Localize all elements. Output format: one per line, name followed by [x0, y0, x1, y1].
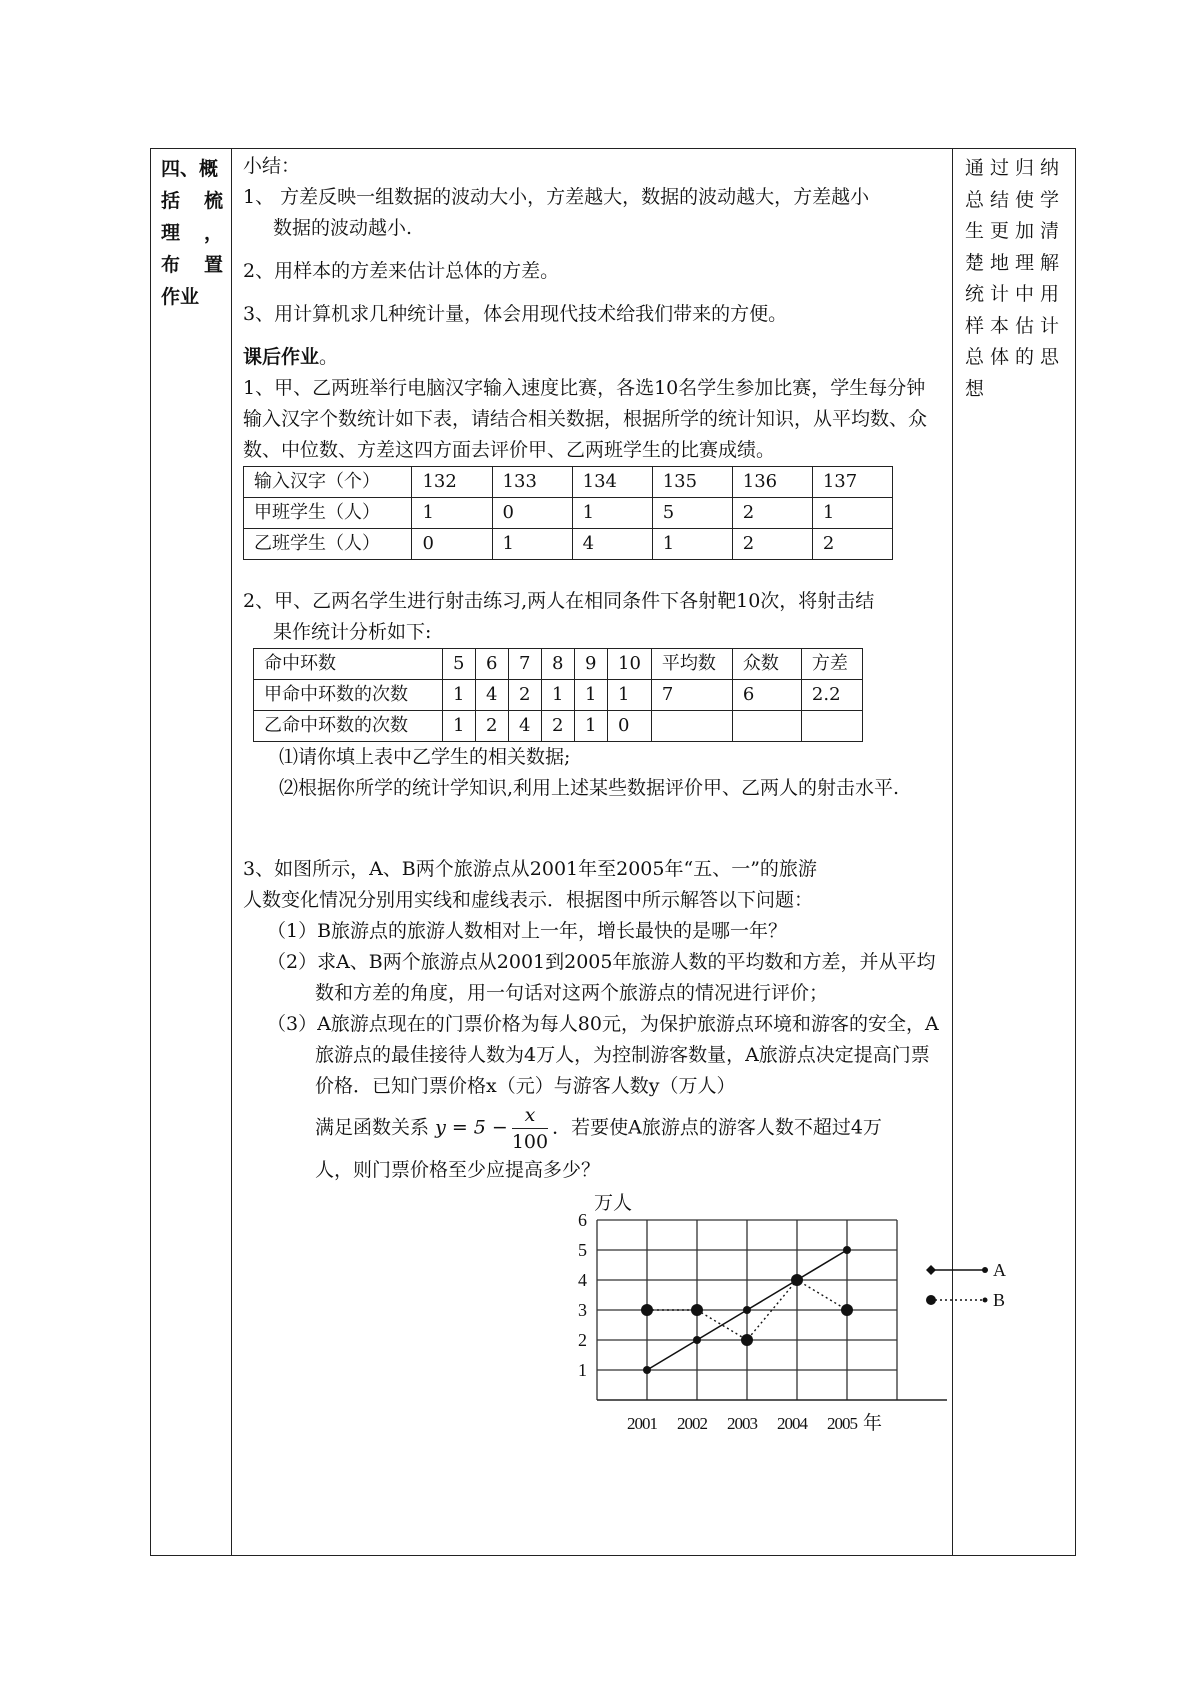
- table-cell: 7: [509, 649, 542, 680]
- note-line: 总结使学: [965, 188, 1066, 211]
- table-cell: 众数: [732, 649, 801, 680]
- x-tick-label: 2005: [827, 1414, 857, 1433]
- y-tick-label: 3: [578, 1300, 587, 1320]
- table-cell: 10: [608, 649, 652, 680]
- data-point-B: [741, 1334, 753, 1346]
- table-cell: 1: [812, 498, 892, 529]
- legend-label-B: B: [993, 1290, 1006, 1310]
- table-cell: 命中环数: [254, 649, 443, 680]
- data-point-B: [791, 1274, 803, 1286]
- table-cell: 平均数: [651, 649, 732, 680]
- question-2-sub-2: ⑵根据你所学的统计学知识,利用上述某些数据评价甲、乙两人的射击水平.: [279, 777, 900, 799]
- legend-marker-A: [926, 1265, 936, 1275]
- table-cell: 132: [412, 467, 492, 498]
- data-point-B: [641, 1304, 653, 1316]
- y-tick-label: 2: [578, 1330, 587, 1350]
- table-cell: 1: [652, 529, 732, 560]
- table-cell: 0: [412, 529, 492, 560]
- table-cell: 1: [575, 711, 608, 742]
- table-cell: 1: [443, 680, 476, 711]
- section-heading: [161, 153, 223, 313]
- y-tick-label: 4: [578, 1270, 587, 1290]
- table-cell: 136: [732, 467, 812, 498]
- table-cell: 甲命中环数的次数: [254, 680, 443, 711]
- note-line: 楚地理解: [965, 251, 1066, 274]
- x-tick-label: 2003: [727, 1414, 757, 1433]
- question-3-cont: 人数变化情况分别用实线和虚线表示．根据图中所示解答以下问题：: [243, 889, 814, 911]
- note-line: 通过归纳: [965, 157, 1066, 179]
- table-cell: 4: [509, 711, 542, 742]
- question-1: 1、甲、乙两班举行电脑汉字输入速度比赛，各选10名学生参加比赛，学生每分钟输入汉字个数统计如下表，请结合相关数据，根据所学的统计知识，从平均数、众数、中位数、方差这四方面去评价甲、乙两班学生的比赛成绩。: [243, 377, 928, 461]
- table-cell: 133: [492, 467, 572, 498]
- y-tick-label: 6: [578, 1210, 587, 1230]
- table-cell: 6: [732, 680, 801, 711]
- summary-title: 小结：: [243, 155, 301, 177]
- y-tick-label: 1: [578, 1360, 587, 1380]
- table-row: [244, 529, 893, 560]
- shooting-table: [253, 648, 863, 742]
- typing-speed-table: [243, 466, 893, 560]
- table-cell: [651, 711, 732, 742]
- question-3-sub-1: （1）B旅游点的旅游人数相对上一年，增长最快的是哪一年？: [267, 920, 788, 942]
- table-cell: 5: [652, 498, 732, 529]
- question-3-sub-2: （2）求A、B两个旅游点从2001到2005年旅游人数的平均数和方差，并从平均数和方差的角度，用一句话对这两个旅游点的情况进行评价；: [267, 951, 936, 1004]
- heading-line-5: 作业: [161, 286, 200, 308]
- table-cell: 2: [542, 711, 575, 742]
- heading-line-3: 理 ，: [161, 222, 223, 244]
- question-2: 2、甲、乙两名学生进行射击练习,两人在相同条件下各射靶10次，将射击结: [243, 590, 875, 612]
- column-divider-left: [231, 149, 232, 1555]
- question-3-sub-3: （3）A旅游点现在的门票价格为每人80元，为保护旅游点环境和游客的安全，A旅游点的最佳接待人数为4万人，为控制游客数量，A旅游点决定提高门票价格．已知门票价格x（元）与游客人数y（万人）: [267, 1013, 939, 1097]
- table-cell: 134: [572, 467, 652, 498]
- table-cell: 9: [575, 649, 608, 680]
- design-intent-note: [965, 153, 1065, 405]
- question-3: 3、如图所示，A、B两个旅游点从2001年至2005年“五、一”的旅游: [243, 858, 817, 880]
- table-cell: 1: [608, 680, 652, 711]
- table-cell: 2: [812, 529, 892, 560]
- data-point-A: [743, 1306, 751, 1314]
- table-cell: 135: [652, 467, 732, 498]
- x-tick-label: 2001: [627, 1414, 657, 1433]
- table-cell: 方差: [801, 649, 862, 680]
- table-cell: 1: [542, 680, 575, 711]
- y-tick-label: 5: [578, 1240, 587, 1260]
- table-cell: 乙班学生（人）: [244, 529, 412, 560]
- legend-end-A: [982, 1267, 988, 1273]
- table-row: [254, 649, 863, 680]
- note-line: 样本估计: [965, 314, 1066, 337]
- table-cell: 1: [575, 680, 608, 711]
- legend-end-B: [983, 1298, 988, 1303]
- table-cell: 8: [542, 649, 575, 680]
- question-3-last: 人，则门票价格至少应提高多少？: [315, 1159, 601, 1181]
- summary-item-1: 1、 方差反映一组数据的波动大小，方差越大，数据的波动越大，方差越小: [243, 186, 870, 208]
- question-2-sub-1: ⑴请你填上表中乙学生的相关数据;: [279, 746, 571, 768]
- data-point-A: [843, 1246, 851, 1254]
- heading-line-2: 括 梳: [161, 190, 223, 212]
- x-axis-label: 年: [863, 1413, 883, 1434]
- legend-marker-B: [926, 1295, 936, 1305]
- data-point-A: [643, 1366, 651, 1374]
- question-2-cont: 果作统计分析如下:: [273, 621, 432, 643]
- table-cell: 4: [476, 680, 509, 711]
- table-cell: 4: [572, 529, 652, 560]
- fraction: $\frac{x}{100}$: [511, 1104, 549, 1153]
- x-tick-label: 2004: [777, 1414, 807, 1433]
- table-cell: 甲班学生（人）: [244, 498, 412, 529]
- table-row: [254, 711, 863, 742]
- homework-title: 课后作业。: [243, 346, 339, 368]
- data-point-B: [691, 1304, 703, 1316]
- table-cell: 1: [572, 498, 652, 529]
- legend-label-A: A: [993, 1260, 1006, 1280]
- table-cell: 0: [608, 711, 652, 742]
- table-cell: [732, 711, 801, 742]
- table-cell: 输入汉字（个）: [244, 467, 412, 498]
- x-tick-label: 2002: [677, 1414, 707, 1433]
- table-row: [244, 467, 893, 498]
- heading-line-1: 四、概: [161, 158, 219, 180]
- y-axis-label: 万人: [594, 1193, 633, 1214]
- data-point-A: [693, 1336, 701, 1344]
- table-cell: 2: [732, 498, 812, 529]
- table-cell: 2: [476, 711, 509, 742]
- table-cell: 2.2: [801, 680, 862, 711]
- tourism-line-chart: [580, 1170, 1060, 1550]
- table-cell: 1: [412, 498, 492, 529]
- note-line: 统计中用: [965, 283, 1066, 305]
- table-cell: 0: [492, 498, 572, 529]
- table-cell: 7: [651, 680, 732, 711]
- data-point-B: [841, 1304, 853, 1316]
- note-line: 生更加清: [965, 220, 1066, 242]
- heading-line-4: 布 置: [161, 254, 223, 276]
- summary-item-2: 2、用样本的方差来估计总体的方差。: [243, 260, 560, 282]
- note-line: 总体的思: [965, 346, 1066, 368]
- table-row: [254, 680, 863, 711]
- table-cell: 乙命中环数的次数: [254, 711, 443, 742]
- table-cell: [801, 711, 862, 742]
- table-cell: 137: [812, 467, 892, 498]
- question-3-formula: 满足函数关系 y = 5 − $\frac{x}{100}$ ．若要使A旅游点的游客人数不超过4万: [315, 1104, 882, 1153]
- table-cell: 5: [443, 649, 476, 680]
- main-content: [243, 151, 943, 1186]
- table-cell: 6: [476, 649, 509, 680]
- table-cell: 1: [443, 711, 476, 742]
- summary-item-1-cont: 数据的波动越小.: [273, 217, 413, 239]
- table-cell: 1: [492, 529, 572, 560]
- table-cell: 2: [509, 680, 542, 711]
- note-line: 想: [965, 377, 991, 400]
- table-cell: 2: [732, 529, 812, 560]
- summary-item-3: 3、用计算机求几种统计量，体会用现代技术给我们带来的方便。: [243, 303, 788, 325]
- table-row: [244, 498, 893, 529]
